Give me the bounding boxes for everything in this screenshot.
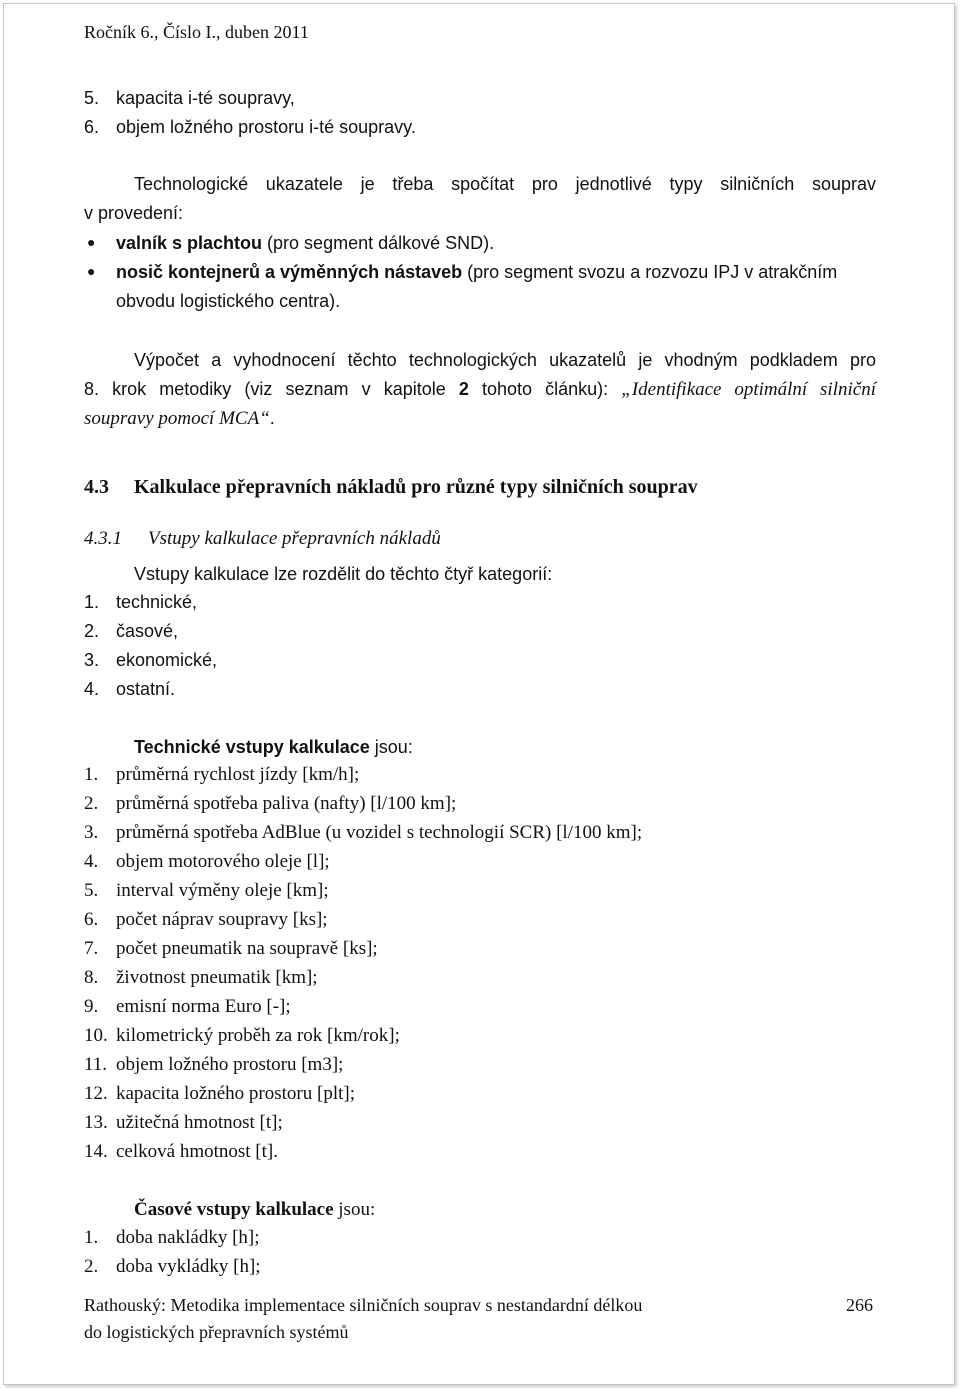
list-text: interval výměny oleje [km]; [116,880,329,901]
list-number: 1. [84,592,100,612]
list-text: kapacita ložného prostoru [plt]; [116,1083,356,1104]
list-number: 13. [84,1112,108,1133]
list-number: 4. [84,851,99,872]
bullet-bold-text: valník s plachtou [116,233,263,253]
list-heading [134,1199,375,1221]
list-text: objem motorového oleje [l]; [116,851,330,872]
list-item [84,1025,400,1047]
list-number: 5. [84,880,99,901]
subsection-heading [84,528,441,550]
list-number: 14. [84,1141,108,1162]
bullet-bold-text: nosič kontejnerů a výměnných nástaveb [116,262,463,282]
italic-citation: soupravy pomocí MCA“ [84,408,270,429]
list-number: 4. [84,679,100,699]
list-number: 2. [84,793,99,814]
list-item [84,1227,260,1249]
list-item [84,793,457,815]
list-text: ostatní. [116,679,176,699]
list-number: 5. [84,88,100,108]
list-item [84,1256,261,1278]
list-item [84,678,176,700]
chapter-ref: 2 [458,379,469,399]
list-item [84,1141,278,1163]
list-number: 2. [84,1256,99,1277]
bullet-text: (pro segment dálkové SND). [262,233,495,253]
list-item [84,591,198,613]
list-number: 12. [84,1083,108,1104]
list-text: průměrná spotřeba paliva (nafty) [l/100 km]; [116,793,457,814]
list-heading-rest: jsou: [369,737,413,757]
list-number: 1. [84,1227,99,1248]
list-text: užitečná hmotnost [t]; [116,1112,283,1133]
list-text: průměrná spotřeba AdBlue (u vozidel s technologií SCR) [l/100 km]; [116,822,643,843]
subsection-title: Vstupy kalkulace přepravních nákladů [148,528,441,549]
paragraph-line [84,407,275,430]
list-item [84,620,179,642]
list-text: kapacita i-té soupravy, [116,88,295,108]
list-item [84,764,360,786]
subsection-number: 4.3.1 [84,528,122,549]
list-text: objem ložného prostoru i-té soupravy. [116,117,416,137]
list-heading-bold: Technické vstupy kalkulace [134,737,370,757]
list-text: ekonomické, [116,650,218,670]
list-item [84,87,295,109]
list-text: průměrná rychlost jízdy [km/h]; [116,764,360,785]
list-text: emisní norma Euro [-]; [116,996,291,1017]
list-text: doba vykládky [h]; [116,1256,261,1277]
section-title: Kalkulace přepravních nákladů pro různé typy silničních souprav [134,476,698,498]
section-number: 4.3 [84,476,109,498]
list-text: technické, [116,592,198,612]
italic-citation: „Identifikace optimální silniční [621,379,876,400]
list-number: 6. [84,117,100,137]
list-number: 8. [84,967,99,988]
running-header: Ročník 6., Číslo I., duben 2011 [84,22,309,42]
list-text: celková hmotnost [t]. [116,1141,278,1162]
list-number: 7. [84,938,99,959]
section-heading [84,476,698,499]
list-number: 3. [84,650,100,670]
footer-text: Rathouský: Metodika implementace silničních souprav s nestandardní délkou [84,1295,643,1315]
list-number: 2. [84,621,100,641]
list-item [84,1083,356,1105]
list-heading [134,736,413,758]
list-text: časové, [116,621,179,641]
list-item [84,938,378,960]
intro-text: Vstupy kalkulace lze rozdělit do těchto čtyř kategorií: [134,564,553,584]
paragraph-line: Výpočet a vyhodnocení těchto technologických ukazatelů je vhodným podkladem pro [134,350,876,370]
paragraph-line: Technologické ukazatele je třeba spočítat pro jednotlivé typy silničních souprav [134,174,876,194]
list-number: 11. [84,1054,108,1075]
list-item [84,967,318,989]
list-text: doba nakládky [h]; [116,1227,260,1248]
list-item [84,1054,344,1076]
list-item [84,822,643,844]
list-number: 1. [84,764,99,785]
list-item [84,880,329,902]
list-text: počet pneumatik na soupravě [ks]; [116,938,378,959]
list-item [84,649,218,671]
list-item [84,116,416,138]
bullet-continuation: obvodu logistického centra). [116,291,341,311]
bullet-item [116,261,837,283]
footer-text: do logistických přepravních systémů [84,1322,349,1342]
bullet-icon: ● [87,234,96,250]
list-number: 10. [84,1025,108,1046]
list-number: 3. [84,822,99,843]
bullet-item [116,232,494,254]
bullet-icon: ● [87,263,96,279]
list-number: 9. [84,996,99,1017]
list-item [84,1112,283,1134]
list-text: počet náprav soupravy [ks]; [116,909,328,930]
bullet-text: (pro segment svozu a rozvozu IPJ v atrakčním [462,262,838,282]
list-item [84,909,328,931]
list-text: objem ložného prostoru [m3]; [116,1054,344,1075]
list-text: kilometrický proběh za rok [km/rok]; [116,1025,400,1046]
list-text: životnost pneumatik [km]; [116,967,318,988]
paragraph-line: v provedení: [84,203,184,223]
paragraph-text: tohoto článku): [468,379,622,399]
list-number: 6. [84,909,99,930]
list-heading-bold: Časové vstupy kalkulace [134,1199,334,1220]
paragraph-text: . [269,408,275,428]
paragraph-text: 8. krok metodiky (viz seznam v kapitole [84,379,459,399]
paragraph-line [84,378,876,401]
list-heading-rest: jsou: [333,1199,376,1220]
list-item [84,996,291,1018]
page-number: 266 [846,1295,873,1315]
list-item [84,851,330,873]
